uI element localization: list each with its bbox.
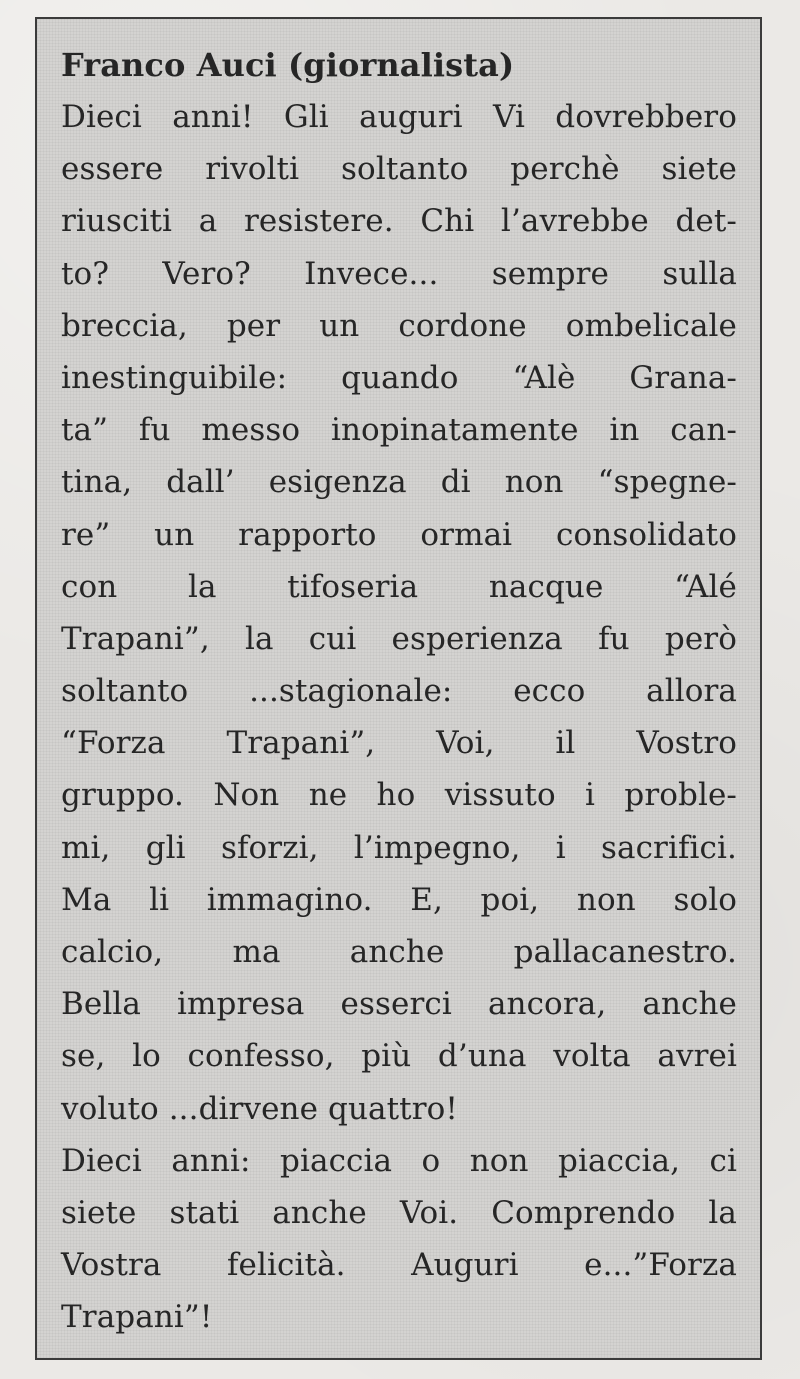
text-line: Vostra felicità. Auguri e...”Forza: [61, 1247, 737, 1284]
text-line: breccia, per un cordone ombelicale: [61, 307, 737, 344]
text-line: tina, dall’ esigenza di non “spegne-: [61, 464, 737, 501]
paragraph-1: [61, 91, 737, 1135]
text-line: Bella impresa esserci ancora, anche: [61, 986, 737, 1023]
article-title: Franco Auci (giornalista): [61, 46, 515, 84]
text-line: soltanto ...stagionale: ecco allora: [61, 673, 737, 710]
text-line: voluto ...dirvene quattro!: [61, 1090, 458, 1127]
text-line: calcio, ma anche pallacanestro.: [61, 934, 737, 970]
text-line: con la tifoseria nacque “Alé: [61, 568, 737, 605]
article-content: [61, 39, 737, 1344]
text-line: gruppo. Non ne ho vissuto i proble-: [61, 777, 737, 814]
text-line: re” un rapporto ormai consolidato: [61, 516, 737, 553]
text-line: Trapani”!: [61, 1299, 213, 1336]
text-line: riusciti a resistere. Chi l’avrebbe det-: [61, 203, 737, 240]
article-box: [35, 17, 762, 1360]
text-line: Dieci anni! Gli auguri Vi dovrebbero: [61, 99, 737, 135]
paragraph-2: [61, 1135, 737, 1344]
text-line: ta” fu messo inopinatamente in can-: [61, 412, 737, 449]
text-line: to? Vero? Invece... sempre sulla: [61, 255, 737, 292]
text-line: Ma li immagino. E, poi, non solo: [61, 881, 737, 918]
text-line: siete stati anche Voi. Comprendo la: [61, 1194, 737, 1231]
text-line: “Forza Trapani”, Voi, il Vostro: [61, 725, 737, 762]
text-line: se, lo confesso, più d’una volta avrei: [61, 1038, 737, 1075]
text-line: inestinguibile: quando “Alè Grana-: [61, 359, 737, 396]
text-line: Trapani”, la cui esperienza fu però: [61, 620, 737, 657]
text-line: essere rivolti soltanto perchè siete: [61, 151, 737, 188]
text-line: mi, gli sforzi, l’impegno, i sacrifici.: [61, 829, 737, 866]
text-line: Dieci anni: piaccia o non piaccia, ci: [61, 1142, 737, 1179]
